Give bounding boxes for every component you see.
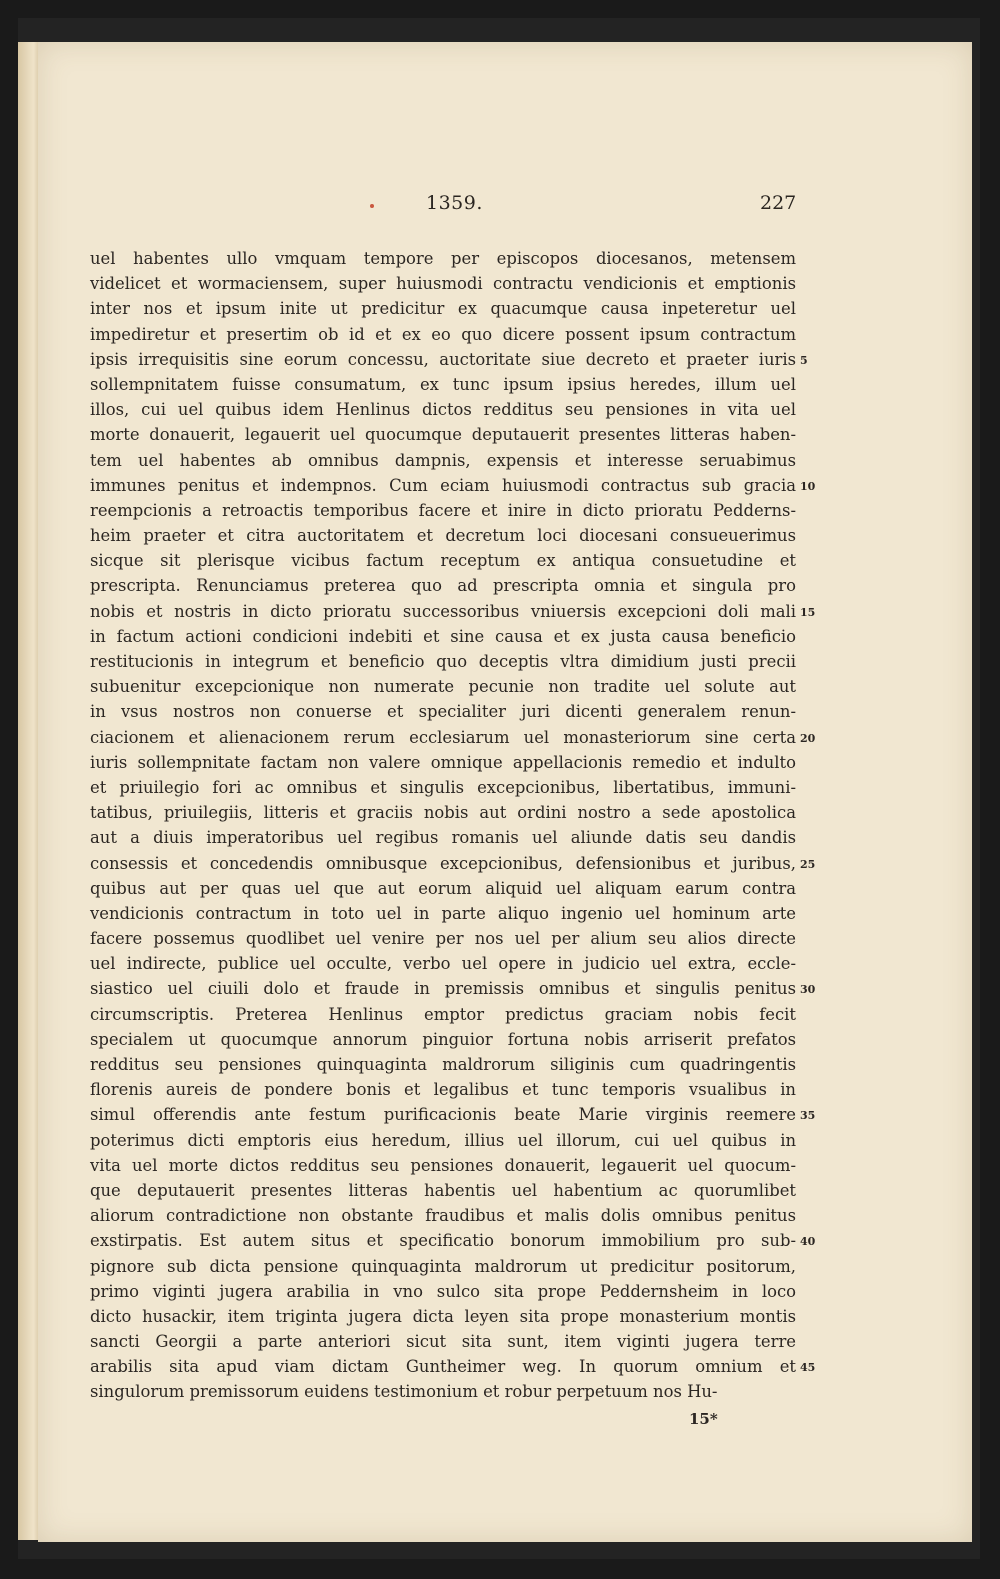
line-text: in factum actioni condicioni indebiti et sine causa et ex justa causa beneficio [90, 626, 796, 646]
text-line [90, 1228, 816, 1253]
text-line [90, 1153, 796, 1178]
text-line [90, 1052, 796, 1077]
line-text: que deputauerit presentes litteras habentis uel habentium ac quorumlibet [90, 1180, 796, 1200]
text-line [90, 397, 796, 422]
text-line [90, 1203, 796, 1228]
text-line [90, 473, 816, 498]
line-text: specialem ut quocumque annorum pinguior fortuna nobis arriserit prefatos [90, 1029, 796, 1049]
line-text: florenis aureis de pondere bonis et legalibus et tunc temporis vsualibus in [90, 1080, 796, 1100]
signature-mark: 15* [689, 1410, 718, 1428]
line-text: aut a diuis imperatoribus uel regibus romanis uel aliunde datis seu dandis [90, 828, 796, 848]
text-line [90, 548, 796, 573]
line-text: dicto husackir, item triginta jugera dicta leyen sita prope monasterium montis [90, 1306, 796, 1326]
running-header [38, 192, 972, 218]
line-text: illos, cui uel quibus idem Henlinus dictos redditus seu pensiones in vita uel [90, 400, 796, 420]
text-line [90, 624, 796, 649]
line-text: ipsis irrequisitis sine eorum concessu, auctoritate siue decreto et praeter iuris [90, 349, 796, 369]
text-line [90, 498, 796, 523]
text-line [90, 725, 816, 750]
text-line [90, 573, 796, 598]
text-line [90, 800, 796, 825]
line-text: impediretur et presertim ob id et ex eo quo dicere possent ipsum contractum [90, 324, 796, 344]
line-text: restitucionis in integrum et beneficio quo deceptis vltra dimidium justi precii [90, 652, 796, 671]
line-text: arabilis sita apud viam dictam Guntheimer weg. In quorum omnium et [90, 1357, 796, 1377]
line-text: subuenitur excepcionique non numerate pecunie non tradite uel solute aut [90, 677, 796, 697]
text-line [90, 674, 796, 699]
line-text: sollempnitatem fuisse consumatum, ex tunc ipsum ipsius heredes, illum uel [90, 374, 796, 394]
text-line [90, 976, 816, 1001]
text-line [90, 851, 816, 876]
line-text: uel indirecte, publice uel occulte, verbo uel opere in judicio uel extra, eccle- [90, 954, 796, 974]
line-text: sicque sit plerisque vicibus factum receptum ex antiqua consuetudine et [90, 551, 796, 571]
text-line [90, 825, 796, 850]
text-line [90, 901, 796, 926]
line-text: poterimus dicti emptoris eius heredum, illius uel illorum, cui uel quibus in [90, 1130, 796, 1150]
book-page [38, 42, 972, 1542]
line-text: quibus aut per quas uel que aut eorum aliquid uel aliquam earum contra [90, 878, 796, 898]
text-line [90, 523, 796, 548]
line-text: tatibus, priuilegiis, litteris et graciis nobis aut ordini nostro a sede apostolica [90, 803, 796, 823]
line-text: morte donauerit, legauerit uel quocumque deputauerit presentes litteras haben- [90, 425, 796, 445]
line-text: redditus seu pensiones quinquaginta maldrorum siliginis cum quadringentis [90, 1055, 796, 1074]
line-number-marker: 20 [800, 731, 816, 745]
line-text: vendicionis contractum in toto uel in parte aliquo ingenio uel hominum arte [90, 903, 796, 923]
line-text: reempcionis a retroactis temporibus facere et inire in dicto prioratu Pedderns- [90, 500, 796, 520]
text-line [90, 1254, 796, 1279]
line-number-marker: 30 [800, 983, 816, 997]
text-line [90, 1304, 796, 1329]
text-line [90, 599, 816, 624]
text-line [90, 926, 796, 951]
line-text: sancti Georgii a parte anteriori sicut sita sunt, item viginti jugera terre [90, 1332, 796, 1352]
text-line [90, 1128, 796, 1153]
line-number-marker: 40 [800, 1235, 816, 1249]
line-text: simul offerendis ante festum purificacionis beate Marie virginis reemere [90, 1105, 796, 1125]
text-line [90, 1354, 816, 1379]
line-text: immunes penitus et indempnos. Cum eciam huiusmodi contractus sub gracia [90, 475, 796, 495]
text-line [90, 1178, 796, 1203]
line-number-marker: 5 [800, 353, 808, 367]
header-year: 1359. [426, 192, 483, 214]
page-number: 227 [760, 192, 797, 214]
line-text: consessis et concedendis omnibusque excepcionibus, defensionibus et juribus, [90, 853, 796, 873]
text-line [90, 876, 796, 901]
line-text: tem uel habentes ab omnibus dampnis, expensis et interesse seruabimus [90, 450, 796, 470]
line-text: in vsus nostros non conuerse et specialiter juri dicenti generalem renun- [90, 702, 796, 722]
text-line [90, 322, 796, 347]
text-line [90, 1379, 796, 1404]
line-text: pignore sub dicta pensione quinquaginta maldrorum ut predicitur positorum, [90, 1256, 796, 1276]
text-line [90, 246, 796, 271]
text-line [90, 1027, 796, 1052]
text-line [90, 1279, 796, 1304]
line-text: uel habentes ullo vmquam tempore per episcopos diocesanos, metensem [90, 249, 796, 268]
text-line [90, 1002, 796, 1027]
body-text [90, 246, 816, 1405]
text-line [90, 1077, 796, 1102]
line-text: iuris sollempnitate factam non valere omnique appellacionis remedio et indulto [90, 752, 796, 772]
line-number-marker: 35 [800, 1109, 816, 1123]
text-line [90, 951, 796, 976]
line-number-marker: 25 [800, 857, 816, 871]
line-text: ciacionem et alienacionem rerum ecclesiarum uel monasteriorum sine certa [90, 727, 796, 747]
text-line [90, 750, 796, 775]
line-text: videlicet et wormaciensem, super huiusmodi contractu vendicionis et emptionis [90, 274, 796, 294]
line-number-marker: 10 [800, 479, 816, 493]
line-text: aliorum contradictione non obstante fraudibus et malis dolis omnibus penitus [90, 1206, 796, 1226]
line-text: nobis et nostris in dicto prioratu successoribus vniuersis excepcioni doli mali [90, 601, 796, 621]
text-line [90, 271, 796, 296]
text-line [90, 372, 796, 397]
text-line [90, 1102, 816, 1127]
text-line [90, 347, 808, 372]
line-text: siastico uel ciuili dolo et fraude in premissis omnibus et singulis penitus [90, 979, 796, 999]
text-line [90, 448, 796, 473]
line-text: vita uel morte dictos redditus seu pensiones donauerit, legauerit uel quocum- [90, 1155, 796, 1175]
text-line [90, 1329, 796, 1354]
text-line [90, 775, 796, 800]
text-line [90, 699, 796, 724]
line-number-marker: 45 [800, 1361, 816, 1375]
line-text: primo viginti jugera arabilia in vno sulco sita prope Peddernsheim in loco [90, 1281, 796, 1301]
line-text: singulorum premissorum euidens testimonium et robur perpetuum nos Hu- [90, 1382, 718, 1402]
text-line [90, 649, 796, 674]
text-line [90, 422, 796, 447]
line-text: circumscriptis. Preterea Henlinus emptor predictus graciam nobis fecit [90, 1004, 796, 1024]
line-text: heim praeter et citra auctoritatem et decretum loci diocesani consueuerimus [90, 526, 796, 546]
ink-dot [370, 204, 374, 208]
line-text: facere possemus quodlibet uel venire per nos uel per alium seu alios directe [90, 929, 796, 949]
line-text: exstirpatis. Est autem situs et specificatio bonorum immobilium pro sub- [90, 1231, 796, 1251]
text-line [90, 296, 796, 321]
line-number-marker: 15 [800, 605, 816, 619]
line-text: inter nos et ipsum inite ut predicitur ex quacumque causa inpeteretur uel [90, 299, 796, 319]
line-text: et priuilegio fori ac omnibus et singulis excepcionibus, libertatibus, immuni- [90, 777, 796, 797]
line-text: prescripta. Renunciamus preterea quo ad prescripta omnia et singula pro [90, 576, 796, 596]
